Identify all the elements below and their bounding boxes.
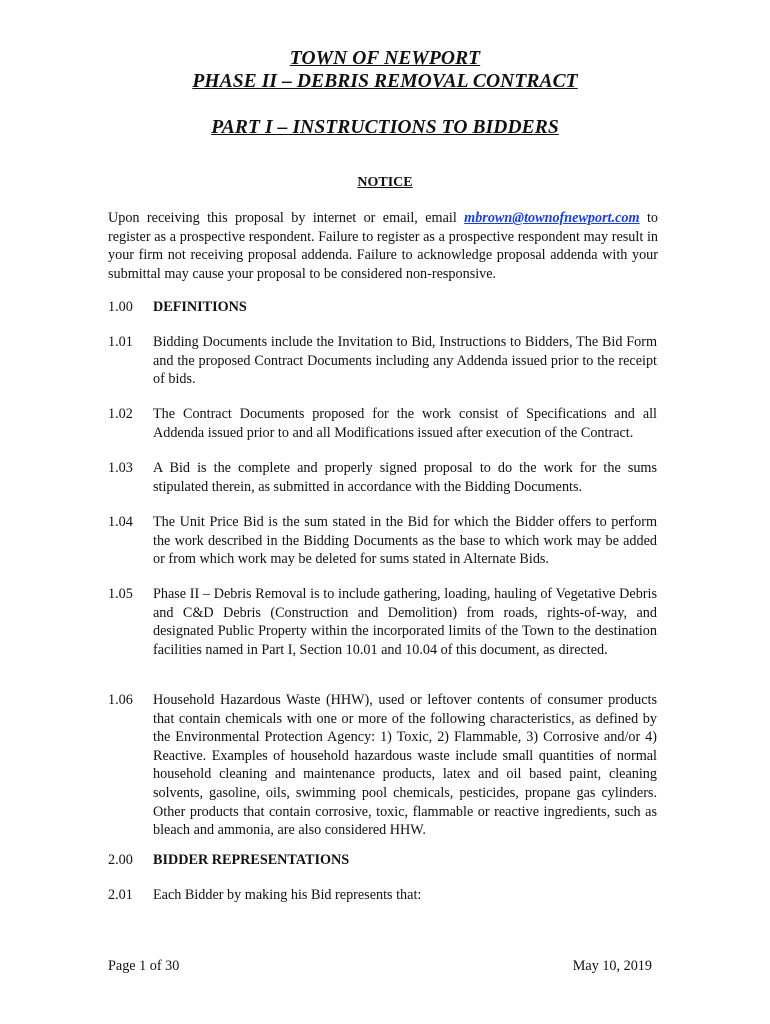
- section-number: 1.02: [108, 406, 133, 422]
- section-number: 2.00: [108, 852, 133, 868]
- doc-title-part: PART I – INSTRUCTIONS TO BIDDERS: [211, 117, 559, 138]
- section-heading-definitions: DEFINITIONS: [153, 299, 247, 315]
- email-link[interactable]: mbrown@townofnewport.com: [464, 210, 640, 226]
- notice-text-after: to register as a prospective respondent. Failure to register as a prospective respondent may result in your firm not receiving proposal addenda. Failure to acknowledge proposal addenda with your submittal may cause your proposal to be considered non-responsive.: [108, 210, 658, 282]
- section-number: 1.00: [108, 299, 133, 315]
- section-text-1-05: Phase II – Debris Removal is to include gathering, loading, hauling of Vegetative Debris and C&D Debris (Construction and Demolition) from roads, rights-of-way, and designated Public Property within the incorporated limits of the Town to the destination facilities named in Part I, Section 10.01 and 10.04 of this document, as directed.: [153, 586, 657, 658]
- page-number: Page 1 of 30: [108, 958, 180, 974]
- section-number: 1.06: [108, 692, 133, 708]
- section-number: 2.01: [108, 887, 133, 903]
- notice-paragraph: [108, 209, 658, 283]
- section-text-1-03: A Bid is the complete and properly signed proposal to do the work for the sums stipulated therein, as submitted in accordance with the Bidding Documents.: [153, 460, 657, 495]
- notice-heading: NOTICE: [357, 175, 413, 190]
- section-text-1-02: The Contract Documents proposed for the work consist of Specifications and all Addenda issued prior to and all Modifications issued after execution of the Contract.: [153, 406, 657, 441]
- section-text-1-06: Household Hazardous Waste (HHW), used or leftover contents of consumer products that contain chemicals with one or more of the following characteristics, as defined by the Environmental Protection Agency: 1) Toxic, 2) Flammable, 3) Corrosive and/or 4) Reactive. Examples of household hazardous waste include small quantities of normal household cleaning and maintenance products, latex and oil based paint, cleaning solvents, gasoline, oils, swimming pool chemicals, pesticides, propane gas cylinders. Other products that contain corrosive, toxic, flammable or reactive ingredients, such as bleach and ammonia, are also considered HHW.: [153, 692, 657, 839]
- section-number: 1.04: [108, 514, 133, 530]
- section-text-2-01: Each Bidder by making his Bid represents that:: [153, 887, 422, 903]
- section-number: 1.03: [108, 460, 133, 476]
- section-heading-bidder-representations: BIDDER REPRESENTATIONS: [153, 852, 350, 868]
- section-text-1-01: Bidding Documents include the Invitation to Bid, Instructions to Bidders, The Bid Form and the proposed Contract Documents including any Addenda issued prior to the receipt of bids.: [153, 334, 657, 388]
- document-date: May 10, 2019: [572, 958, 652, 974]
- notice-text-before: Upon receiving this proposal by internet or email, email: [108, 210, 465, 226]
- doc-title-contract: PHASE II – DEBRIS REMOVAL CONTRACT: [192, 71, 578, 92]
- section-number: 1.05: [108, 586, 133, 602]
- doc-title-town: TOWN OF NEWPORT: [289, 48, 481, 69]
- section-text-1-04: The Unit Price Bid is the sum stated in the Bid for which the Bidder offers to perform the work described in the Bidding Documents as the base to which work may be added or from which work may be deleted for sums stated in Alternate Bids.: [153, 514, 657, 568]
- section-number: 1.01: [108, 334, 133, 350]
